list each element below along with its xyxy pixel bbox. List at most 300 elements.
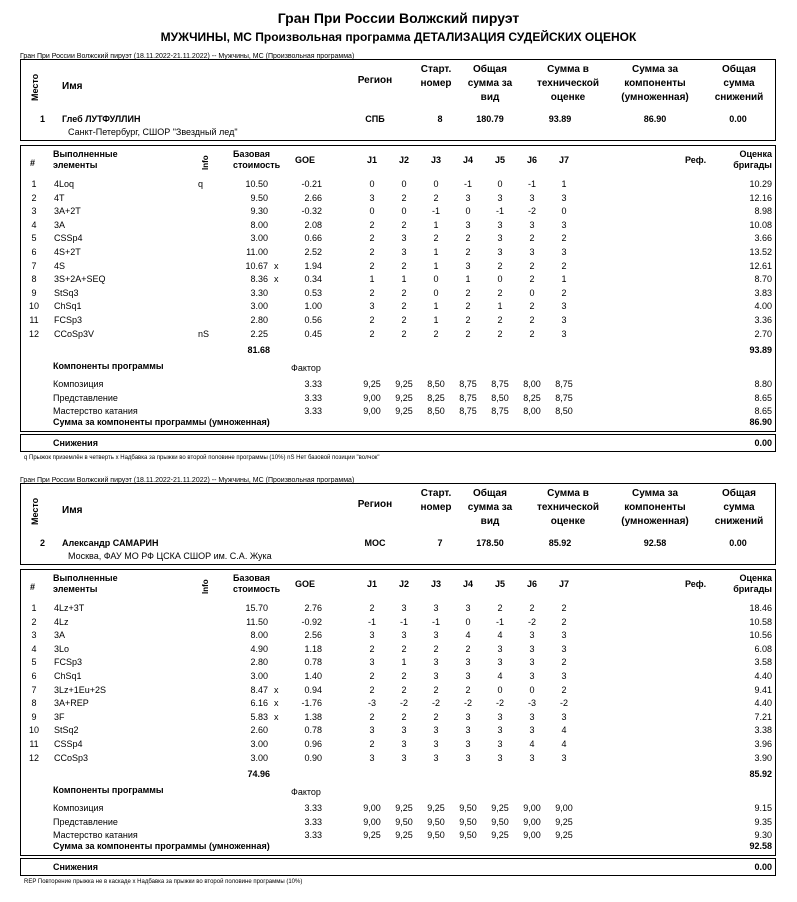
judge-mark: 3: [465, 711, 471, 722]
element-base-value: 9.50: [250, 192, 268, 203]
component-name: Представление: [53, 392, 118, 403]
element-panel-score: 3.66: [754, 233, 772, 244]
region-value: МОС: [364, 538, 386, 548]
component-judge-mark: 8,25: [427, 392, 445, 403]
judge-mark: 2: [465, 684, 471, 695]
judge-mark: 3: [529, 219, 535, 230]
judge-mark: 0: [369, 206, 375, 217]
judge-mark: 4: [465, 630, 471, 641]
judge-header: J2: [398, 155, 409, 165]
pcs-header: Сумма за компоненты (умноженная): [621, 64, 689, 103]
component-judge-mark: 8,75: [459, 406, 477, 416]
judge-mark: -2: [431, 698, 440, 709]
element-panel-score: 4.00: [754, 301, 772, 312]
judge-mark: 3: [529, 657, 535, 668]
component-judge-mark: 9,00: [523, 803, 541, 813]
tes-value: 85.92: [548, 538, 572, 548]
name-header: Имя: [62, 505, 83, 516]
judge-mark: 2: [369, 328, 375, 339]
component-judge-mark: 9,50: [395, 816, 413, 827]
component-judge-mark: 9,25: [395, 392, 413, 403]
element-number: 4: [31, 219, 37, 230]
judge-header: J7: [558, 155, 569, 165]
element-number: 1: [31, 179, 37, 189]
judge-mark: -1: [495, 616, 504, 627]
judge-mark: 2: [433, 328, 439, 339]
element-bonus-mark: x: [274, 711, 279, 722]
element-base-value: 6.16: [250, 698, 268, 709]
judge-mark: -1: [463, 179, 472, 189]
bv-total: 74.96: [247, 769, 270, 779]
judge-mark: 3: [561, 328, 567, 339]
element-code: 3F: [54, 711, 65, 722]
judge-mark: 2: [433, 684, 439, 695]
judge-mark: 2: [369, 247, 375, 257]
element-number: 1: [31, 603, 37, 613]
judge-mark: 3: [529, 671, 535, 681]
element-goe: 0.56: [304, 315, 322, 325]
judge-header: J1: [366, 155, 377, 165]
element-goe: 1.38: [304, 711, 322, 722]
judge-mark: 0: [433, 287, 439, 298]
judge-mark: 2: [401, 287, 407, 298]
judge-mark: 1: [369, 274, 375, 285]
element-code: CCoSp3: [54, 752, 89, 763]
judge-mark: 2: [465, 233, 471, 244]
element-base-value: 5.83: [250, 711, 268, 722]
judge-mark: 3: [369, 752, 375, 763]
judge-mark: 2: [433, 192, 439, 203]
total-header: Общая сумма за вид: [467, 64, 513, 103]
footnote: REP Повторение прыжка не в каскаде x Надбавка за прыжки во второй половине программы (10%): [24, 879, 303, 885]
element-panel-score: 8.70: [754, 274, 772, 285]
element-number: 12: [28, 752, 39, 763]
element-info: nS: [198, 328, 210, 339]
element-panel-score: 6.08: [754, 643, 772, 654]
component-judge-mark: 8,50: [427, 379, 445, 389]
panel-score-header: Оценка бригады: [733, 573, 772, 594]
component-name: Композиция: [53, 803, 104, 813]
component-factor: 3.33: [304, 379, 322, 389]
judge-mark: 2: [369, 671, 375, 681]
judge-mark: 2: [369, 287, 375, 298]
judge-mark: 3: [497, 711, 503, 722]
judge-mark: 2: [401, 328, 407, 339]
judge-mark: -1: [495, 206, 504, 217]
judge-mark: 2: [465, 328, 471, 339]
judge-mark: 3: [561, 315, 567, 325]
judge-mark: 2: [497, 287, 503, 298]
component-judge-mark: 8,75: [555, 392, 573, 403]
element-panel-score: 3.96: [754, 739, 772, 749]
element-code: CSSp4: [54, 233, 83, 244]
judge-mark: 3: [465, 752, 471, 763]
component-score: 8.65: [754, 392, 772, 403]
element-goe: -0.21: [301, 179, 322, 189]
component-judge-mark: 9,25: [395, 406, 413, 416]
element-base-value: 8.36: [250, 274, 268, 285]
element-code: 4S: [54, 260, 66, 271]
judge-mark: 0: [433, 274, 439, 285]
element-panel-score: 18.46: [749, 603, 772, 613]
judge-mark: -2: [527, 616, 536, 627]
element-code: CCoSp3V: [54, 328, 95, 339]
judge-mark: -1: [431, 616, 440, 627]
judge-mark: 0: [497, 684, 503, 695]
component-judge-mark: 9,25: [363, 830, 381, 840]
element-base-value: 8.00: [250, 630, 268, 641]
element-number: 6: [31, 247, 37, 257]
judge-mark: 0: [497, 179, 503, 189]
judge-mark: 2: [401, 192, 407, 203]
judge-mark: 2: [401, 315, 407, 325]
component-judge-mark: 9,00: [363, 392, 381, 403]
judge-header: J3: [430, 155, 441, 165]
judge-mark: 3: [465, 739, 471, 749]
judge-mark: 2: [369, 219, 375, 230]
element-number: 3: [31, 206, 37, 217]
judge-mark: 3: [465, 725, 471, 736]
judge-mark: 3: [369, 192, 375, 203]
element-base-value: 11.00: [246, 247, 268, 257]
judge-mark: 2: [465, 247, 471, 257]
element-code: 4S+2T: [54, 247, 81, 257]
judge-mark: 0: [433, 179, 439, 189]
element-code: 3A+REP: [54, 698, 89, 709]
judge-header: J6: [526, 155, 537, 165]
judge-mark: 2: [369, 233, 375, 244]
element-base-value: 4.90: [250, 643, 268, 654]
judge-mark: 2: [529, 233, 535, 244]
judge-mark: 4: [529, 739, 535, 749]
judge-mark: 2: [561, 603, 567, 613]
judge-mark: 1: [433, 315, 439, 325]
element-bonus-mark: x: [274, 698, 279, 709]
component-judge-mark: 9,25: [395, 803, 413, 813]
deductions-label: Снижения: [53, 438, 98, 448]
judge-mark: 3: [561, 671, 567, 681]
place-value: 2: [40, 538, 46, 548]
judge-mark: 3: [401, 233, 407, 244]
element-number: 8: [31, 698, 37, 709]
judge-mark: 3: [401, 630, 407, 641]
judge-mark: 2: [465, 643, 471, 654]
bv-header: Базовая стоимость: [233, 149, 281, 170]
judge-mark: 1: [433, 219, 439, 230]
region-value: СПБ: [365, 114, 385, 124]
info-header: Info: [201, 155, 210, 170]
elements-header: Выполненные элементы: [53, 149, 118, 170]
judge-mark: 2: [465, 287, 471, 298]
judge-mark: 4: [561, 725, 567, 736]
tes-value: 93.89: [548, 114, 572, 124]
element-goe: -0.92: [301, 616, 322, 627]
element-number: 3: [31, 630, 37, 641]
judge-mark: 3: [561, 643, 567, 654]
component-judge-mark: 8,75: [459, 392, 477, 403]
element-panel-score: 8.98: [754, 206, 772, 217]
deductions-total: 0.00: [754, 862, 772, 872]
element-panel-score: 2.70: [754, 328, 772, 339]
judge-mark: 3: [401, 752, 407, 763]
judge-mark: 2: [433, 643, 439, 654]
pcs-header: Сумма за компоненты (умноженная): [621, 488, 689, 527]
element-goe: 0.96: [304, 739, 322, 749]
element-number: 7: [31, 260, 37, 271]
element-base-value: 15.70: [245, 603, 268, 613]
judge-mark: 2: [369, 739, 375, 749]
judge-mark: 1: [561, 274, 567, 285]
element-base-value: 8.00: [250, 219, 268, 230]
element-base-value: 2.60: [250, 725, 268, 736]
judge-mark: 1: [401, 274, 407, 285]
component-judge-mark: 9,00: [523, 816, 541, 827]
element-goe: -0.32: [301, 206, 322, 217]
component-score: 8.80: [754, 379, 772, 389]
element-panel-score: 3.90: [754, 752, 772, 763]
judge-mark: 2: [401, 711, 407, 722]
element-goe: 0.45: [304, 328, 322, 339]
judge-mark: 3: [433, 739, 439, 749]
judge-mark: 3: [465, 657, 471, 668]
element-goe: 2.08: [304, 219, 322, 230]
judge-mark: 2: [529, 315, 535, 325]
pcs-total: 86.90: [749, 417, 772, 427]
element-panel-score: 10.08: [749, 219, 772, 230]
element-code: 4Lz+3T: [54, 603, 85, 613]
judge-mark: 3: [529, 192, 535, 203]
pcs-value: 86.90: [643, 114, 667, 124]
element-panel-score: 4.40: [754, 698, 772, 709]
judge-mark: 3: [369, 657, 375, 668]
judge-mark: 2: [465, 301, 471, 312]
judge-header: J5: [494, 155, 505, 165]
judge-mark: 3: [529, 711, 535, 722]
judge-mark: 3: [465, 219, 471, 230]
judge-mark: 2: [529, 328, 535, 339]
element-base-value: 3.00: [250, 301, 268, 312]
element-number: 10: [28, 301, 39, 312]
judge-mark: 2: [497, 328, 503, 339]
factor-header: Фактор: [291, 363, 321, 373]
component-judge-mark: 9,50: [427, 816, 445, 827]
element-goe: 0.78: [304, 725, 322, 736]
judge-header: J2: [398, 579, 409, 589]
element-panel-score: 3.58: [754, 657, 772, 668]
judge-mark: 3: [433, 752, 439, 763]
element-goe: 1.40: [304, 671, 322, 681]
element-code: FCSp3: [54, 315, 83, 325]
element-code: 3A: [54, 630, 66, 641]
element-goe: 2.56: [304, 630, 322, 641]
component-judge-mark: 8,50: [555, 406, 573, 416]
judge-mark: 3: [433, 603, 439, 613]
component-name: Представление: [53, 816, 118, 827]
total-value: 180.79: [476, 114, 504, 124]
element-panel-score: 10.56: [749, 630, 772, 641]
element-number: 2: [31, 192, 37, 203]
element-code: StSq3: [54, 287, 79, 298]
component-judge-mark: 8,75: [491, 406, 509, 416]
judge-mark: 3: [497, 247, 503, 257]
component-factor: 3.33: [304, 816, 322, 827]
skater-name: Глеб ЛУТФУЛЛИН: [62, 114, 141, 124]
judge-mark: 3: [465, 671, 471, 681]
component-judge-mark: 9,25: [491, 830, 509, 840]
component-score: 9.35: [754, 816, 772, 827]
judge-mark: -1: [527, 179, 536, 189]
element-bonus-mark: x: [274, 274, 279, 285]
judge-mark: 2: [497, 315, 503, 325]
element-panel-score: 13.52: [749, 247, 772, 257]
judge-mark: 0: [465, 616, 471, 627]
judge-mark: 0: [529, 287, 535, 298]
element-number: 5: [31, 233, 37, 244]
deductions-header: Общая сумма снижений: [714, 64, 764, 103]
judge-header: J1: [366, 579, 377, 589]
element-panel-score: 3.83: [754, 287, 772, 298]
component-judge-mark: 9,50: [427, 830, 445, 840]
elements-header: Выполненные элементы: [53, 573, 118, 594]
element-number: 11: [29, 315, 39, 325]
judge-mark: 3: [465, 260, 471, 271]
judge-mark: 0: [465, 206, 471, 217]
judge-mark: -2: [399, 698, 408, 709]
judge-mark: 3: [497, 233, 503, 244]
element-code: CSSp4: [54, 739, 83, 749]
judge-mark: -1: [399, 616, 408, 627]
region-header: Регион: [357, 499, 393, 510]
judge-mark: 2: [369, 603, 375, 613]
element-panel-score: 12.16: [749, 192, 772, 203]
element-number: 9: [31, 287, 37, 298]
judge-mark: 2: [401, 643, 407, 654]
element-goe: 1.00: [304, 301, 322, 312]
component-judge-mark: 9,00: [363, 803, 381, 813]
element-base-value: 3.00: [250, 233, 268, 244]
element-base-value: 2.25: [250, 328, 268, 339]
element-number: 7: [31, 684, 37, 695]
judge-mark: 0: [529, 684, 535, 695]
judge-mark: 2: [497, 260, 503, 271]
name-header: Имя: [62, 81, 83, 92]
judge-mark: 4: [561, 739, 567, 749]
element-base-value: 9.30: [250, 206, 268, 217]
element-panel-score: 10.58: [749, 616, 772, 627]
ref-header: Реф.: [685, 579, 707, 589]
judge-mark: 3: [465, 603, 471, 613]
judge-mark: 3: [433, 657, 439, 668]
event-line: Гран При России Волжский пируэт (18.11.2022-21.11.2022) -- Мужчины, МС (Произвольная программа): [20, 477, 355, 484]
place-header: Место: [30, 497, 40, 525]
element-goe: 0.34: [304, 274, 322, 285]
judge-mark: 3: [497, 752, 503, 763]
element-goe: -1.76: [301, 698, 322, 709]
goe-header: GOE: [295, 579, 316, 589]
component-name: Мастерство катания: [53, 830, 138, 840]
element-panel-score: 4.40: [754, 671, 772, 681]
element-panel-score: 10.29: [749, 179, 772, 189]
element-number: 5: [31, 657, 37, 668]
judge-header: J7: [558, 579, 569, 589]
component-judge-mark: 9,00: [363, 406, 381, 416]
element-bonus-mark: x: [274, 684, 279, 695]
judge-mark: -2: [463, 698, 472, 709]
judge-mark: 3: [529, 247, 535, 257]
judge-mark: -3: [527, 698, 536, 709]
judge-mark: 3: [433, 725, 439, 736]
element-code: ChSq1: [54, 301, 82, 312]
element-code: 4Loq: [54, 179, 75, 189]
component-judge-mark: 9,00: [555, 803, 573, 813]
element-base-value: 8.47: [250, 684, 268, 695]
judge-mark: 2: [529, 274, 535, 285]
judge-mark: 3: [561, 219, 567, 230]
judge-mark: 3: [433, 671, 439, 681]
element-code: 3A: [54, 219, 66, 230]
judge-mark: 1: [433, 260, 439, 271]
element-code: StSq2: [54, 725, 79, 736]
judge-mark: 2: [561, 233, 567, 244]
region-header: Регион: [357, 75, 393, 86]
component-judge-mark: 8,75: [491, 379, 509, 389]
start-no-header: Старт. номер: [420, 64, 452, 89]
pcs-total-label: Сумма за компоненты программы (умноженная): [53, 417, 270, 427]
element-number: 11: [29, 739, 39, 749]
judge-mark: 2: [529, 260, 535, 271]
total-header: Общая сумма за вид: [467, 488, 513, 527]
element-code: FCSp3: [54, 657, 83, 668]
judge-mark: 3: [369, 630, 375, 641]
component-judge-mark: 9,00: [363, 816, 381, 827]
skater-club: Санкт-Петербург, СШОР "Звездный лед": [68, 127, 238, 137]
component-factor: 3.33: [304, 392, 322, 403]
judge-mark: 2: [369, 315, 375, 325]
element-goe: 0.78: [304, 657, 322, 668]
component-judge-mark: 9,50: [459, 803, 477, 813]
element-goe: 2.52: [304, 247, 322, 257]
component-judge-mark: 9,25: [555, 816, 573, 827]
total-value: 178.50: [476, 538, 504, 548]
component-judge-mark: 8,50: [427, 406, 445, 416]
judge-mark: -2: [527, 206, 536, 217]
tes-header: Сумма в технической оценке: [536, 64, 599, 103]
pcs-total-label: Сумма за компоненты программы (умноженная): [53, 841, 270, 851]
judge-mark: 3: [561, 752, 567, 763]
start-no-value: 8: [437, 114, 443, 124]
judge-header: J4: [462, 155, 473, 165]
judge-mark: 3: [561, 711, 567, 722]
page-title: Гран При России Волжский пируэт: [277, 10, 520, 26]
judge-mark: 3: [401, 247, 407, 257]
judge-mark: 1: [401, 657, 407, 668]
component-judge-mark: 8,00: [523, 379, 541, 389]
component-judge-mark: 9,00: [523, 830, 541, 840]
component-judge-mark: 9,50: [459, 830, 477, 840]
judge-mark: 3: [465, 192, 471, 203]
info-header: Info: [201, 579, 210, 594]
judge-mark: 3: [529, 752, 535, 763]
pcs-value: 92.58: [643, 538, 667, 548]
judge-mark: 3: [561, 247, 567, 257]
element-number: 10: [28, 725, 39, 736]
component-name: Композиция: [53, 379, 104, 389]
element-base-value: 3.30: [250, 287, 268, 298]
component-judge-mark: 9,25: [395, 830, 413, 840]
judge-mark: 1: [497, 301, 503, 312]
component-judge-mark: 9,25: [395, 379, 413, 389]
event-line: Гран При России Волжский пируэт (18.11.2022-21.11.2022) -- Мужчины, МС (Произвольная программа): [20, 53, 355, 60]
